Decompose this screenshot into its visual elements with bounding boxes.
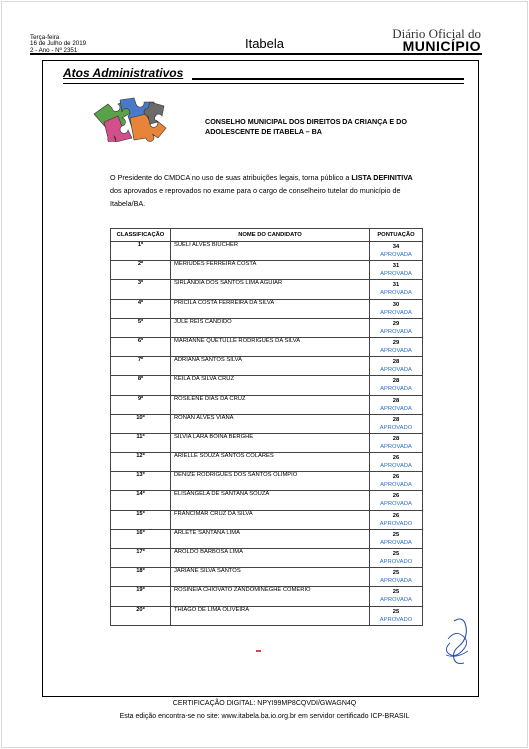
table-row: [111, 606, 423, 625]
row-score: 34: [392, 244, 400, 250]
row-score-cell: [370, 299, 423, 318]
row-score-cell: [370, 491, 423, 510]
row-candidate-name: FRANCIMAR CRUZ DA SILVA: [171, 510, 370, 529]
row-position: 4º: [111, 299, 171, 318]
row-score: 26: [392, 474, 400, 481]
header-candidate-name: NOME DO CANDIDATO: [171, 229, 370, 242]
row-position: 7º: [111, 357, 171, 376]
signature-stamp: [440, 615, 474, 667]
edition-number: 2 - Ano - Nº 2351: [30, 46, 78, 54]
edition-weekday: Terça-feira: [30, 34, 60, 41]
table-row: [111, 261, 423, 280]
masthead-top: Diário Oficial do: [392, 26, 481, 41]
site-notice: Esta edição encontra-se no site: www.itabela.ba.io.org.br em servidor certificado ICP-BRASIL: [119, 713, 410, 720]
row-candidate-name: MARIANNE QUETULLE RODRIGUES DA SILVA: [171, 337, 370, 356]
row-score: 26: [392, 455, 400, 462]
row-status: APROVADA: [380, 386, 412, 393]
row-status: APROVADA: [380, 578, 412, 585]
row-score-cell: [370, 587, 423, 606]
row-score-cell: [370, 261, 423, 280]
row-position: 14º: [111, 491, 171, 510]
table-row: [111, 242, 423, 261]
row-score-cell: [370, 472, 423, 491]
row-status: APROVADA: [380, 290, 412, 297]
row-score: 29: [392, 339, 400, 346]
row-position: 10º: [111, 414, 171, 433]
row-candidate-name: ARIELLE SOUZA SANTOS COLARES: [171, 453, 370, 472]
row-score: 25: [392, 570, 400, 577]
city-name: Itabela: [244, 36, 285, 51]
row-status: APROVADO: [379, 616, 413, 623]
row-score-cell: [370, 395, 423, 414]
row-score-cell: [370, 280, 423, 299]
table-row: [111, 433, 423, 452]
row-status: APROVADA: [380, 347, 412, 354]
row-candidate-name: JULE REIS CANDIDO: [171, 318, 370, 337]
row-score-cell: [370, 376, 423, 395]
row-score-cell: [370, 318, 423, 337]
row-score: 31: [392, 263, 400, 270]
table-row: [111, 491, 423, 510]
header-score: PONTUAÇÃO: [370, 229, 423, 242]
row-score: 25: [392, 608, 400, 615]
intro-text-end: dos aprovados e reprovados no exame para o cargo de conselheiro tutelar do município de Itabela/BA.: [110, 186, 401, 208]
row-candidate-name: SUELI ALVES BIUCHER: [171, 242, 370, 261]
header-classification: CLASSIFICAÇÃO: [111, 229, 171, 242]
row-candidate-name: JARIANE SILVA SANTOS: [171, 568, 370, 587]
table-row: [111, 357, 423, 376]
row-score: 30: [392, 301, 400, 308]
row-position: 20º: [111, 606, 171, 625]
row-score-cell: [370, 606, 423, 625]
row-position: 1º: [111, 242, 171, 261]
table-header-row: [111, 229, 423, 242]
row-position: 16º: [111, 529, 171, 548]
table-row: [111, 395, 423, 414]
row-score-cell: [370, 242, 423, 261]
table-row: [111, 414, 423, 433]
row-position: 19º: [111, 587, 171, 606]
row-candidate-name: PRICILA COSTA FERREIRA DA SILVA: [171, 299, 370, 318]
row-score: 28: [392, 378, 400, 385]
row-position: 15º: [111, 510, 171, 529]
section-title: Atos Administrativos: [63, 66, 184, 80]
row-score: 31: [392, 282, 400, 289]
row-candidate-name: THIAGO DE LIMA OLIVEIRA: [171, 606, 370, 625]
table-row: [111, 453, 423, 472]
row-position: 9º: [111, 395, 171, 414]
section-rule: [192, 78, 464, 80]
row-status: APROVADO: [379, 424, 413, 431]
row-status: APROVADA: [380, 405, 412, 412]
row-score: 28: [392, 359, 400, 366]
row-score-cell: [370, 357, 423, 376]
row-score-cell: [370, 337, 423, 356]
row-status: APROVADA: [380, 309, 412, 316]
section-rule-underline: [63, 83, 464, 84]
row-score-cell: [370, 510, 423, 529]
row-candidate-name: KEILA DA SILVA CRUZ: [171, 376, 370, 395]
row-status: APROVADA: [380, 539, 412, 546]
intro-list-type: LISTA DEFINITIVA: [351, 173, 413, 182]
row-status: APROVADO: [379, 520, 413, 527]
row-position: 5º: [111, 318, 171, 337]
row-score: 28: [392, 435, 400, 442]
row-status: APROVADA: [380, 443, 412, 450]
row-candidate-name: ELISÂNGELA DE SANTANA SOUZA: [171, 491, 370, 510]
row-score-cell: [370, 529, 423, 548]
row-status: APROVADA: [380, 482, 412, 489]
row-candidate-name: SILVIA LARA BOINA BERGHE: [171, 433, 370, 452]
table-row: [111, 318, 423, 337]
table-row: [111, 337, 423, 356]
intro-paragraph: [110, 171, 420, 210]
table-row: [111, 549, 423, 568]
table-row: [111, 510, 423, 529]
table-row: [111, 376, 423, 395]
digital-certification: CERTIFICAÇÃO DIGITAL: NPYI99MP8CQVDI/GWAGN4Q: [172, 700, 357, 707]
row-status: APROVADA: [380, 252, 412, 258]
row-position: 11º: [111, 433, 171, 452]
organization-name: CONSELHO MUNICIPAL DOS DIREITOS DA CRIANÇA E DO ADOLESCENTE DE ITABELA – BA: [205, 117, 407, 136]
row-candidate-name: DENIZE RODRIGUES DOS SANTOS OLIMPIO: [171, 472, 370, 491]
table-row: [111, 587, 423, 606]
row-score: 29: [392, 320, 400, 327]
row-position: 6º: [111, 337, 171, 356]
row-position: 2º: [111, 261, 171, 280]
masthead-bottom: MUNICÍPIO: [402, 38, 481, 54]
row-score: 26: [392, 512, 400, 519]
header-rule: [30, 53, 482, 55]
table-row: [111, 568, 423, 587]
row-status: APROVADA: [380, 501, 412, 508]
row-score-cell: [370, 433, 423, 452]
row-score-cell: [370, 414, 423, 433]
row-candidate-name: ROSINEIA CHIOVATO ZANDOMINEGHE COMERIO: [171, 587, 370, 606]
intro-text-start: O Presidente do CMDCA no uso de suas atribuições legais, torna público a: [110, 173, 352, 182]
row-status: APROVADA: [380, 463, 412, 470]
row-candidate-name: ARLETE SANTANA LIMA: [171, 529, 370, 548]
row-candidate-name: ADRIANA SANTOS SILVA: [171, 357, 370, 376]
row-candidate-name: RONAN ALVES VIANA: [171, 414, 370, 433]
table-row: [111, 299, 423, 318]
row-score: 25: [392, 531, 400, 538]
row-candidate-name: MERIUDES FERREIRA COSTA: [171, 261, 370, 280]
row-position: 8º: [111, 376, 171, 395]
row-score: 28: [392, 416, 400, 423]
row-position: 13º: [111, 472, 171, 491]
table-row: [111, 529, 423, 548]
row-status: APROVADA: [380, 597, 412, 604]
red-mark: [256, 650, 261, 652]
row-candidate-name: ROSILENE DIAS DA CRUZ: [171, 395, 370, 414]
row-position: 17º: [111, 549, 171, 568]
row-status: APROVADO: [379, 559, 413, 565]
row-score-cell: [370, 453, 423, 472]
row-score-cell: [370, 568, 423, 587]
row-status: APROVADA: [380, 328, 412, 335]
edition-date: 16 de Julho de 2019: [30, 40, 87, 48]
puzzle-pieces-icon: [90, 96, 170, 142]
row-score: 25: [392, 589, 400, 596]
row-score: 28: [392, 397, 400, 404]
table-row: [111, 472, 423, 491]
row-candidate-name: SIRLÂNDIA DOS SANTOS LIMA AGUIAR: [171, 280, 370, 299]
row-score: 25: [392, 551, 400, 557]
results-table: [110, 228, 423, 626]
row-position: 3º: [111, 280, 171, 299]
table-row: [111, 280, 423, 299]
row-position: 12º: [111, 453, 171, 472]
row-score-cell: [370, 549, 423, 568]
row-status: APROVADA: [380, 367, 412, 374]
row-position: 18º: [111, 568, 171, 587]
row-status: APROVADA: [380, 271, 412, 278]
row-score: 26: [392, 493, 400, 500]
row-candidate-name: AROLDO BARBOSA LIMA: [171, 549, 370, 568]
